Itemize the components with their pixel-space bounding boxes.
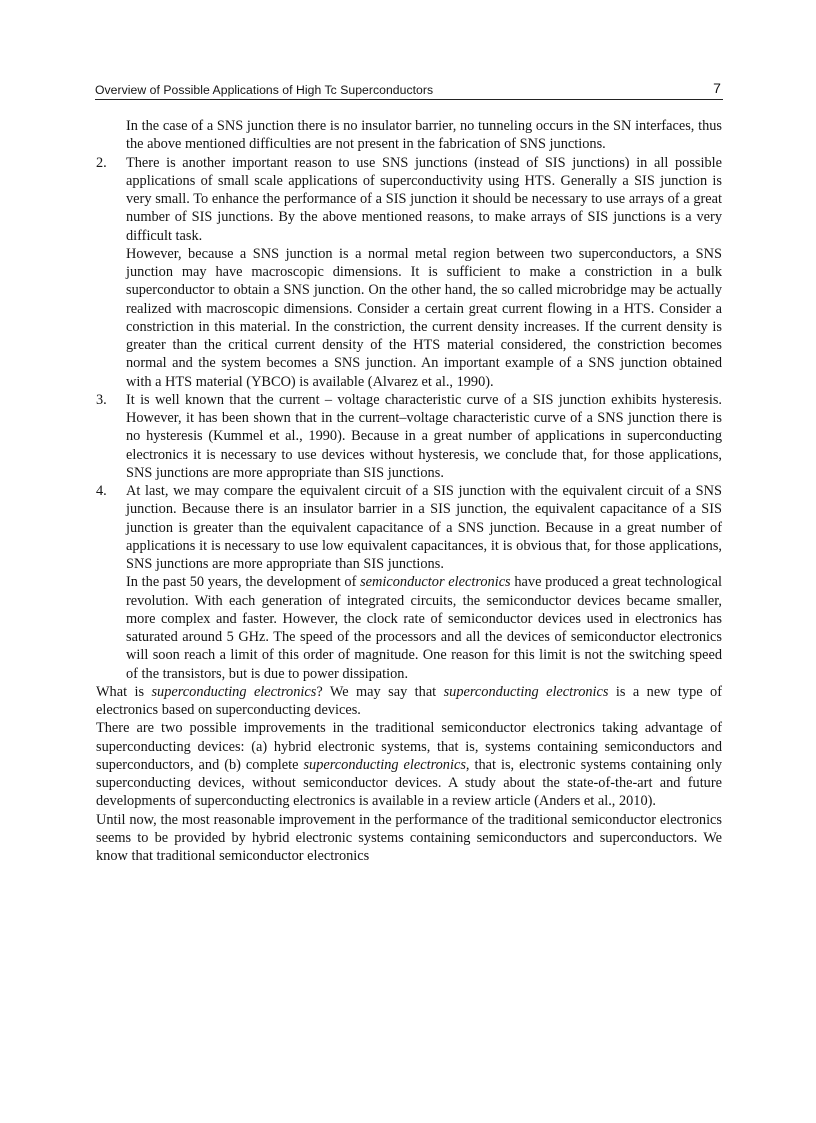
paragraph <box>126 573 722 683</box>
text-run: have produced a great technological revolution. With each generation of integrated circuits, the semiconductor devices became smaller, more complex and faster. However, the clock rate of semiconductor devices used in electronics has saturated around 5 GHz. The speed of the processors and all the devices of semiconductor electronics will soon reach a limit of this order of magnitude. One reason for this limit is not the switching speed of the transistors, but is due to power dissipation. <box>126 574 722 682</box>
body-text <box>96 117 722 865</box>
paragraph-two-improvements <box>96 719 722 810</box>
paragraph-until-now: Until now, the most reasonable improvement in the performance of the traditional semiconductor electronics seems to be provided by hybrid electronic systems containing semiconductors and superconductors. We know that traditional semiconductor electronics <box>96 811 722 864</box>
list-item-number: 2. <box>96 154 107 171</box>
list-item-number: 4. <box>96 483 107 499</box>
list-item-number: 3. <box>96 391 107 408</box>
list-item-3 <box>96 391 722 482</box>
paragraph: It is well known that the current – voltage characteristic curve of a SIS junction exhibits hysteresis. However, it has been shown that in the current–voltage characteristic curve of a SNS junction there is no hysteresis (Kummel et al., 1990). Because in a great number of applications in superconducting electronics it is necessary to use devices without hysteresis, we conclude that, for those applications, SNS junctions are more appropriate than SIS junctions. <box>126 391 722 481</box>
paragraph: At last, we may compare the equivalent circuit of a SIS junction with the equivalent circuit of a SNS junction. Because there is an insulator barrier in a SIS junction, the equivalent capacitance of a SIS junction is greater than the equivalent capacitance of a SNS junction. Because in a great number of applications it is necessary to use low equivalent capacitances, it is obvious that, for those applications, SNS junctions are more appropriate than SIS junctions. <box>126 483 722 572</box>
text-run: , that is, electronic systems containing only superconducting devices, without semiconductor devices. A study about the state-of-the-art and future developments of superconducting electronics is available in a review article (Anders et al., 2010). <box>96 756 722 810</box>
list-item-2 <box>96 154 722 391</box>
running-header <box>95 80 723 100</box>
text-run: There are two possible improvements in the traditional semiconductor electronics taking advantage of superconducting devices: (a) hybrid electronic systems, that is, systems containing semiconductors and superconductors, and (b) complete <box>96 720 722 773</box>
paragraph-what-is <box>96 683 722 720</box>
paragraph: There is another important reason to use SNS junctions (instead of SIS junctions) in all possible applications of small scale applications of superconductivity using HTS. Generally a SIS junction is very small. To enhance the performance of a SIS junction it should be necessary to use arrays of a great number of SIS junctions. By the above mentioned reasons, to make arrays of SIS junctions is a very difficult task. <box>126 154 722 244</box>
emphasis-term: superconducting electronics <box>303 756 466 773</box>
list-item-4 <box>96 482 722 683</box>
text-run: What is <box>96 683 152 700</box>
emphasis-term: superconducting electronics <box>151 683 317 700</box>
text-run: ? We may say that <box>316 683 444 700</box>
emphasis-term: semiconductor electronics <box>360 574 511 591</box>
text-run: is a new type of electronics based on superconducting devices. <box>96 683 723 718</box>
list-item-1-continuation: In the case of a SNS junction there is no insulator barrier, no tunneling occurs in the SN interfaces, thus the above mentioned difficulties are not present in the fabrication of SNS junctions. <box>126 118 722 153</box>
page-number: 7 <box>713 80 721 96</box>
emphasis-term: superconducting electronics <box>443 683 609 700</box>
running-header-title: Overview of Possible Applications of High Tc Superconductors <box>95 83 434 97</box>
text-run: In the past 50 years, the development of <box>126 574 361 591</box>
paragraph: However, because a SNS junction is a normal metal region between two superconductors, a SNS junction may have macroscopic dimensions. It is sufficient to make a constriction in a bulk superconductor to obtain a SNS junction. On the other hand, the so called microbridge may be actually realized with macroscopic dimensions. Consider a certain great current flowing in a HTS. Consider a constriction in this material. In the constriction, the current density increases. If the current density is greater than the critical current density of the HTS material considered, the constriction becomes normal and the system becomes a SNS junction. An important example of a SNS junction obtained with a HTS material (YBCO) is available (Alvarez et al., 1990). <box>126 245 722 390</box>
